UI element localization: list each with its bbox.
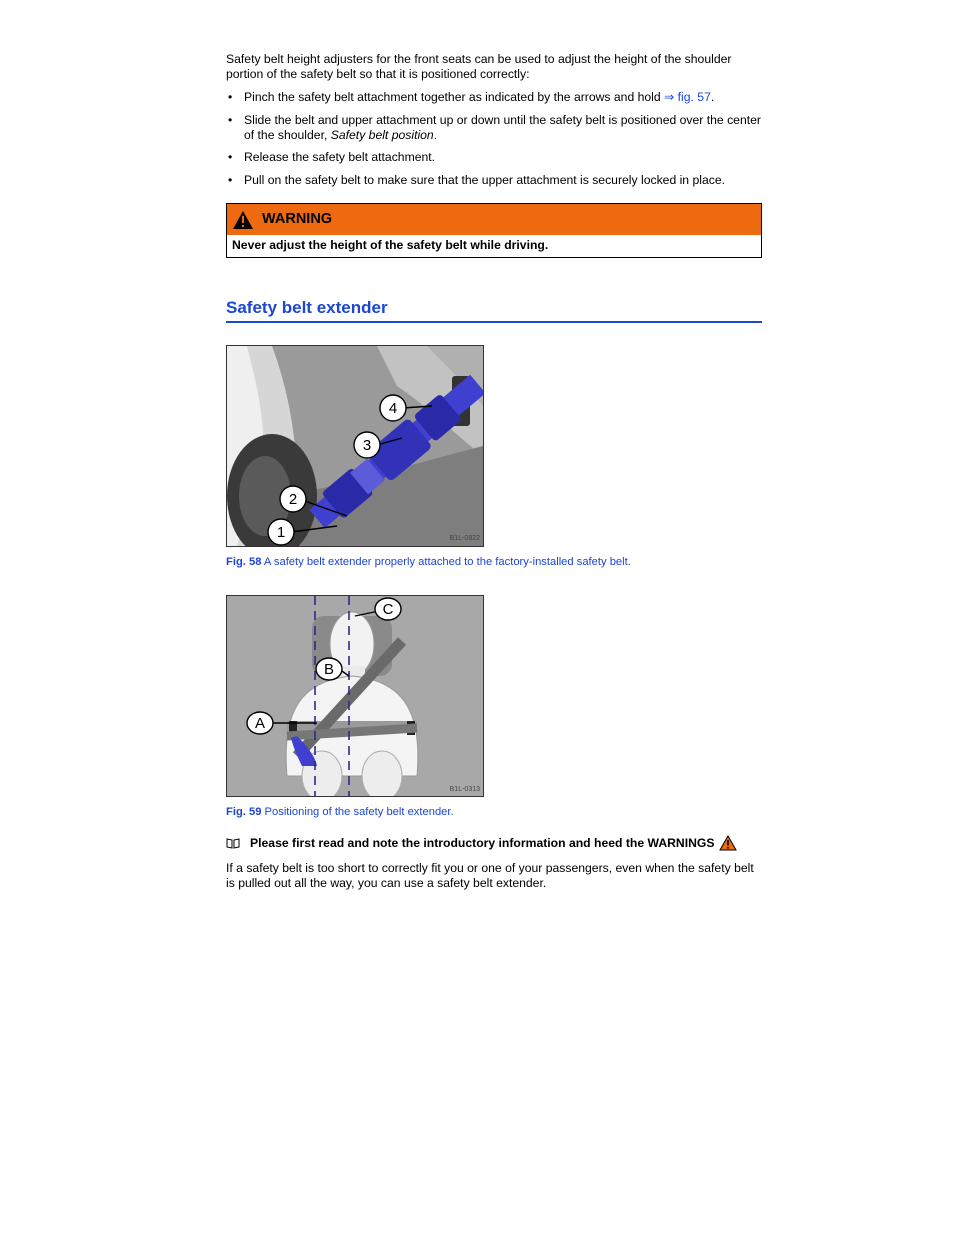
figure-59-image	[226, 595, 484, 797]
section-title: Safety belt extender	[226, 298, 762, 322]
callout-3: 3	[362, 436, 372, 454]
list-item: • Pinch the safety belt attachment together as indicated by the arrows and hold ⇒ fig. 57.	[228, 90, 715, 105]
warning-triangle-icon	[719, 835, 737, 851]
warning-text: Never adjust the height of the safety belt while driving.	[232, 238, 549, 253]
callout-1: 1	[276, 523, 286, 541]
callout-b: B	[323, 660, 335, 678]
book-icon	[226, 838, 240, 849]
figure-59-caption: Fig. 59 Positioning of the safety belt extender.	[226, 805, 454, 818]
warning-box	[226, 203, 762, 258]
warning-triangle-icon	[232, 210, 254, 230]
warning-header	[227, 204, 761, 235]
figure-label: Fig. 58	[226, 555, 262, 568]
final-paragraph: If a safety belt is too short to correctly fit you or one of your passengers, even when the safety belt is pulled out all the way, you can use a safety belt extender.	[226, 861, 754, 891]
manual-page	[226, 52, 762, 900]
figure-code: B1L-0822	[449, 535, 480, 543]
callout-c: C	[382, 600, 394, 618]
warning-title: WARNING	[262, 211, 333, 228]
bullet-icon: •	[228, 172, 233, 187]
steps-list	[226, 90, 762, 187]
intro-note-text: Please first read and note the introductory information and heed the WARNINGS	[250, 836, 715, 851]
intro-note	[226, 835, 762, 851]
bullet-icon: •	[228, 150, 233, 165]
figure-58-image	[226, 345, 484, 547]
figure-code: B1L-0313	[449, 785, 480, 793]
list-item: • Release the safety belt attachment.	[228, 150, 436, 165]
list-item: • Slide the belt and upper attachment up or down until the safety belt is positioned over the center of the shoulder, Safety belt position.	[228, 112, 761, 142]
figure-label: Fig. 59	[226, 805, 262, 818]
callout-a: A	[254, 714, 266, 732]
callout-4: 4	[388, 399, 398, 417]
cross-reference: Safety belt position	[330, 127, 434, 142]
bullet-icon: •	[228, 112, 233, 127]
list-item: • Pull on the safety belt to make sure that the upper attachment is securely locked in place.	[228, 172, 725, 187]
intro-paragraph: Safety belt height adjusters for the front seats can be used to adjust the height of the shoulder portion of the safety belt so that it is positioned correctly:	[226, 52, 732, 81]
fig-57-link[interactable]: ⇒ fig. 57	[664, 90, 711, 105]
callout-2: 2	[288, 490, 298, 508]
figure-58-caption: Fig. 58 A safety belt extender properly attached to the factory-installed safety belt.	[226, 555, 631, 568]
bullet-icon: •	[228, 90, 233, 105]
